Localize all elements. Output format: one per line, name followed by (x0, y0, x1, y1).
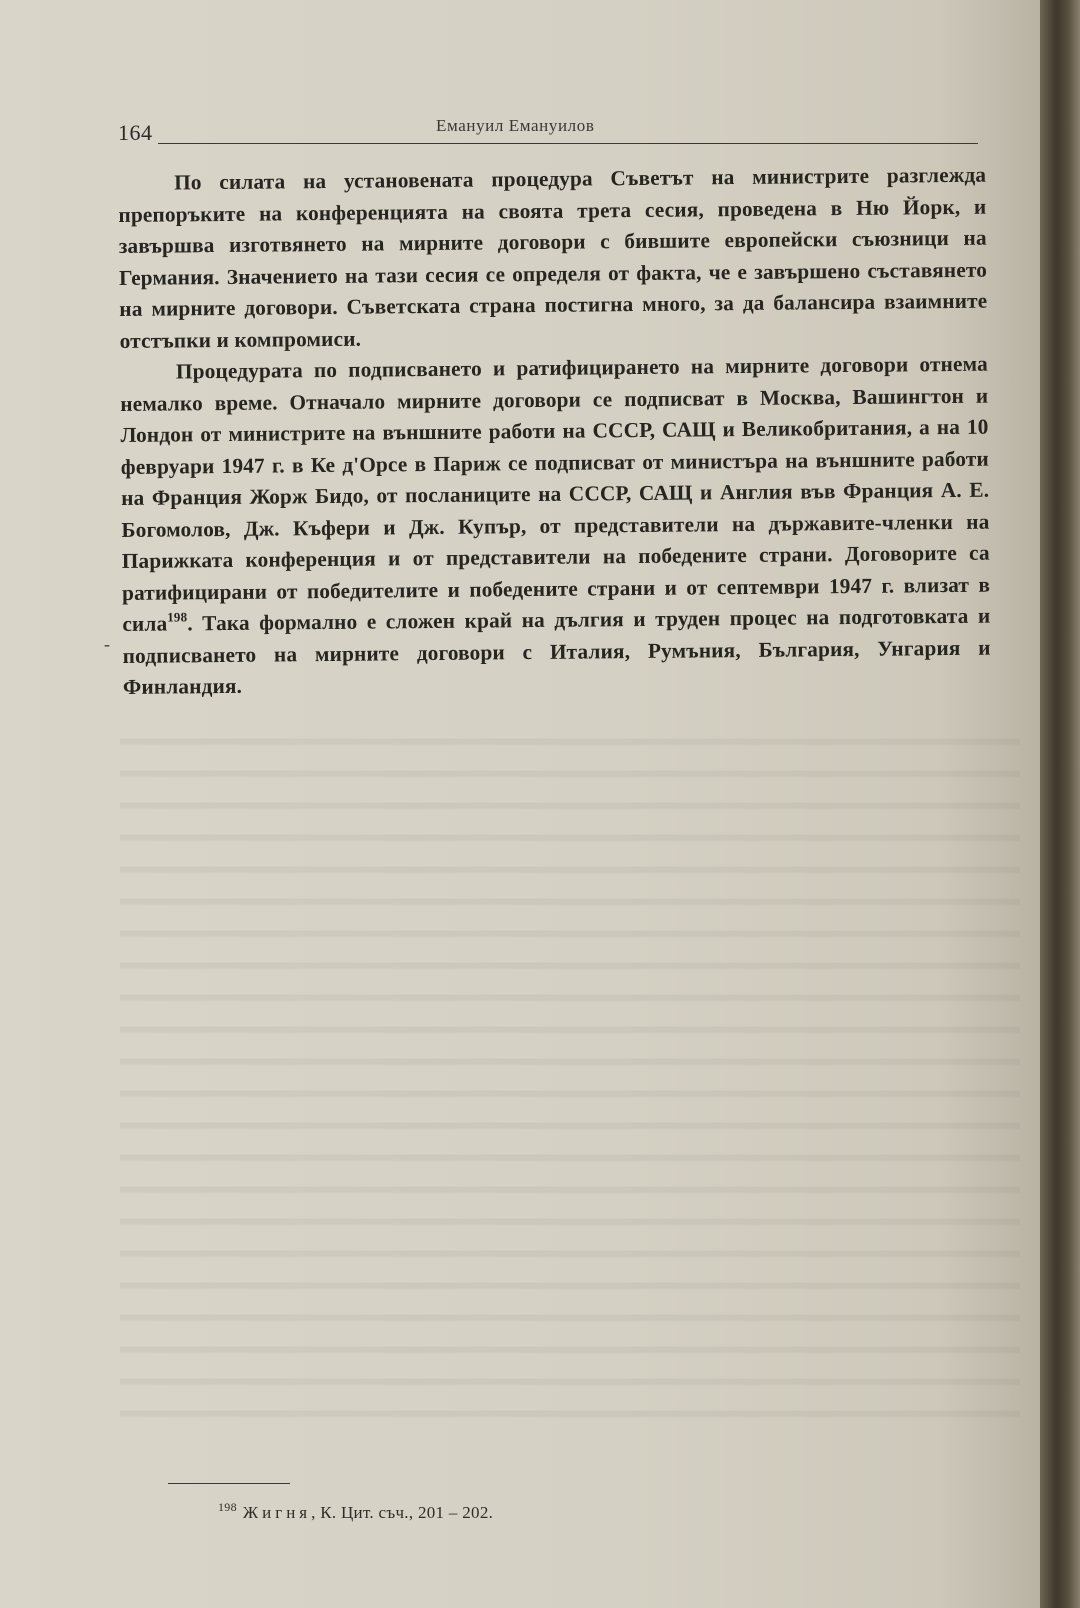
paragraph: По силата на установената процедура Съветът на министрите разглежда препоръките на конференцията на своята трета сесия, проведена в Ню Йорк, и завършва изготвянето на мирните договори с бившите европейски съюзници на Германия. Значението на тази сесия се определя от факта, че е завършено съставянето на мирните договори. Съветската страна постигна много, за да балансира взаимните отстъпки и компромиси. (118, 162, 988, 353)
page-number: 164 (118, 120, 153, 145)
margin-mark: - (104, 634, 110, 654)
paragraph-text: Процедурата по подписването и ратифицирането на мирните договори отнема немалко време. Отначало мирните договори се подписват в Москва, Вашингтон и Лондон от министрите на външните работи на СССР, САЩ и Великобритания, а на 10 февруари 1947 г. в Ке д'Орсе в Париж се подписват от министъра на външните работи на Франция Жорж Бидо, от посланиците на СССР, САЩ и Англия във Франция А. Е. Богомолов, Дж. Къфери и Дж. Купър, от представители на държавите-членки на Парижката конференция и от представители на победените страни. Договорите са ратифицирани от победителите и победените страни и от септември 1947 г. влизат в сила (120, 351, 991, 636)
footnote-reference: 198 (167, 609, 188, 625)
page-header (118, 112, 978, 145)
footnote-number: 198 (218, 1500, 237, 1514)
running-head: Емануил Емануилов (436, 116, 595, 135)
footnote-rule (168, 1483, 290, 1484)
footnote-author: Жигня (242, 1503, 312, 1522)
footnote (218, 1500, 493, 1523)
paragraph (120, 349, 991, 704)
book-spine (1040, 0, 1080, 1608)
header-rule (158, 143, 978, 144)
paragraph-text: . Така формално е сложен край на дългия и труден процес на подготовката и подписването на мирните договори с Италия, Румъния, България, Унгария и Финландия. (122, 603, 991, 699)
body-text (118, 160, 991, 704)
footnote-text: , К. Цит. съч., 201 – 202. (311, 1503, 494, 1522)
bleed-through-text (120, 720, 1020, 1420)
